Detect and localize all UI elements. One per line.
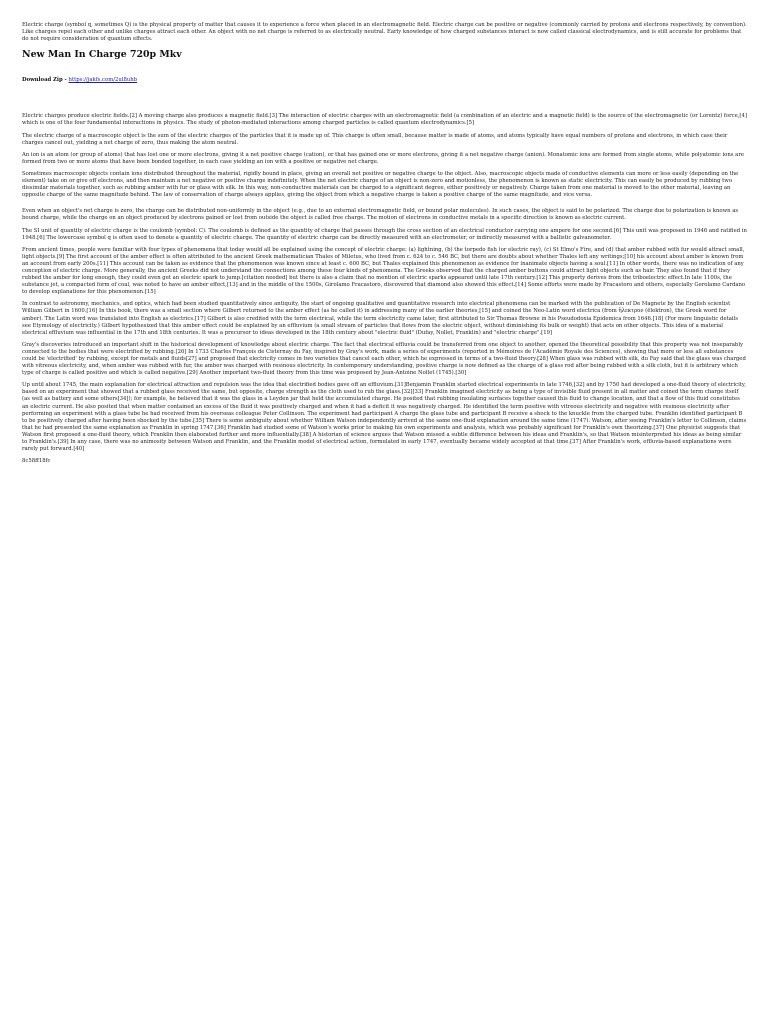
paragraph-gray: Gray's discoveries introduced an important shift in the historical development of knowledge about electric charge. The fact that electrical effluvia could be transferred from one object to another, opened the theoretical possibility that this property was not inseparably connected to the bodies that were electrified by rubbing.[26] In 1733 Charles François de Cisternay du Fay, inspired by Gray's work, made a series of experiments (reported in Mémoires de l'Académie Royale des Sciences), showing that more or less all substances could be 'electrified' by rubbing, except for metals and fluids[27] and proposed that electricity comes in two varieties that cancel each other, which he expressed in terms of a two-fluid theory.[28] When glass was rubbed with silk, du Fay said that the glass was charged with vitreous electricity, and, when amber was rubbed with fur, the amber was charged with resinous electricity. In contemporary understanding, positive charge is now defined as the charge of a glass rod after being rubbed with a silk cloth, but it is arbitrary which type of charge is called positive and which is called negative.[29] Another important two-fluid theory from this time was proposed by Jean-Antoine Nollet (1745).[30] bbox=[22, 341, 746, 377]
paragraph-ion: An ion is an atom (or group of atoms) that has lost one or more electrons, giving it a net positive charge (cation), or that has gained one or more electrons, giving it a net negative charge (anion). Monatomic ions are formed from single atoms, while polyatomic ions are formed from two or more atoms that have been bonded together, in each case yielding an ion with a positive or negative net charge. bbox=[22, 151, 744, 165]
paragraph-polarized: Even when an object's net charge is zero, the charge can be distributed non-uniformly in the object (e.g., due to an external electromagnetic field, or bound polar molecules). In such cases, the object is said to be polarized. The charge due to polarization is known as bound charge, while the charge on an object produced by electrons gained or lost from outside the object is called free charge. The motion of electrons in conductive metals in a specific direction is known as electric current. bbox=[22, 208, 739, 222]
download-separator: - bbox=[62, 77, 69, 84]
hash-text: 8c58ff18fc bbox=[22, 458, 51, 465]
paragraph-gilbert: In contrast to astronomy, mechanics, and optics, which had been studied quantitatively since antiquity, the start of ongoing qualitative and quantitative research into electrical phenomena can be marked with the publication of De Magnete by the English scientist William Gilbert in 1600.[16] In this book, there was a small section where Gilbert returned to the amber effect (as he called it) in addressing many of the earlier theories,[15] and coined the Neo-Latin word electrica (from ἤλεκτρον (ēlektron), the Greek word for amber). The Latin word was translated into English as electrics.[17] Gilbert is also credited with the term electrical, while the term electricity came later, first attributed to Sir Thomas Browne in his Pseudodoxia Epidemica from 1646.[18] (For more linguistic details see Etymology of electricity.) Gilbert hypothesized that this amber effect could be explained by an effluvium (a small stream of particles that flows from the electric object, without diminishing its bulk or weight) that acts on other objects. This idea of a material electrical effluvium was influential in the 17th and 18th centuries. It was a precursor to ideas developed in the 18th century about "electric fluid" (Dufay, Nollet, Franklin) and "electric charge".[19] bbox=[22, 301, 738, 336]
download-label: Download Zip bbox=[22, 77, 63, 84]
page-title: New Man In Charge 720p Mkv bbox=[22, 49, 182, 61]
download-line bbox=[22, 77, 748, 84]
paragraph-ancient: From ancient times, people were familiar with four types of phenomena that today would all be explained using the concept of electric charge: (a) lightning, (b) the torpedo fish (or electric ray), (c) St Elmo's Fire, and (d) that amber rubbed with fur would attract small, light objects.[9] The first account of the amber effect is often attributed to the ancient Greek mathematician Thales of Miletus, who lived from c. 624 to c. 546 BC, but there are doubts about whether Thales left any writings;[10] his account about amber is known from an account from early 200s.[11] This account can be taken as evidence that the phenomenon was known since at least c. 600 BC, but Thales explained this phenomenon as evidence for inanimate objects having a soul.[11] In other words, there was no indication of any conception of electric charge. More generally, the ancient Greeks did not understand the connections among these four kinds of phenomena. The Greeks observed that the charged amber buttons could attract light objects such as hair. They also found that if they rubbed the amber for long enough, they could even get an electric spark to jump.[citation needed] but there is also a claim that no mention of electric sparks appeared until late 17th century.[12] This property derives from the triboelectric effect.In late 1100s, the substance jet, a compacted form of coal, was noted to have an amber effect,[13] and in the middle of the 1500s, Girolamo Fracastoro, discovered that diamond also showed this effect.[14] Some efforts were made by Fracastoro and others, especially Gerolamo Cardano to develop explanations for this phenomenon.[15] bbox=[22, 246, 746, 296]
paragraph-franklin: Up until about 1745, the main explanation for electrical attraction and repulsion was the idea that electrified bodies gave off an effluvium.[31]Benjamin Franklin started electrical experiments in late 1746,[32] and by 1750 had developed a one-fluid theory of electricity, based on an experiment that showed that a rubbed glass received the same, but opposite, charge strength as the cloth used to rub the glass.[32][33] Franklin imagined electricity as being a type of invisible fluid present in all matter and coined the term charge itself (as well as battery and some others[34]); for example, he believed that it was the glass in a Leyden jar that held the accumulated charge. He posited that rubbing insulating surfaces together caused this fluid to change location, and that a flow of this fluid constitutes an electric current. He also posited that when matter contained an excess of the fluid it was positively charged and when it had a deficit it was negatively charged. He identified the term positive with vitreous electricity and negative with resinous electricity after performing an experiment with a glass tube he had received from his overseas colleague Peter Collinson. The experiment had participant A charge the glass tube and participant B receive a shock to the knuckle from the charged tube. Franklin identified participant B to be positively charged after having been shocked by the tube.[35] There is some ambiguity about whether William Watson independently arrived at the same one-fluid explanation around the same time (1747). Watson, after seeing Franklin's letter to Collinson, claims that he had presented the same explanation as Franklin in spring 1747.[36] Franklin had studied some of Watson's works prior to making his own experiments and analysis, which was probably significant for Franklin's own theorizing.[37] One physicist suggests that Watson first proposed a one-fluid theory, which Franklin then elaborated further and more influentially.[38] A historian of science argues that Watson missed a subtle difference between his ideas and Franklin's, so that Watson misinterpreted his ideas as being similar to Franklin's.[39] In any case, there was no animosity between Watson and Franklin, and the Franklin model of electrical action, formulated in early 1747, eventually became widely accepted at that time.[37] After Franklin's work, effluvia-based explanations were rarely put forward.[40] bbox=[22, 382, 747, 453]
paragraph-macroscopic: The electric charge of a macroscopic object is the sum of the electric charges of the particles that it is made up of. This charge is often small, because matter is made of atoms, and atoms typically have equal numbers of protons and electrons, in which case their charges cancel out, yielding a net charge of zero, thus making the atom neutral. bbox=[22, 132, 728, 146]
intro-paragraph: Electric charge (symbol q, sometimes Q) is the physical property of matter that causes it to experience a force when placed in an electromagnetic field. Electric charge can be positive or negative (commonly carried by protons and electrons respectively, by convention). Like charges repel each other and unlike charges attract each other. An object with no net charge is referred to as electrically neutral. Early knowledge of how charged substances interact is now called classical electrodynamics, and is still accurate for problems that do not require consideration of quantum effects. bbox=[22, 22, 747, 43]
paragraph-si-unit: The SI unit of quantity of electric charge is the coulomb (symbol: C). The coulomb is defined as the quantity of charge that passes through the cross section of an electrical conductor carrying one ampere for one second.[6] This unit was proposed in 1946 and ratified in 1948.[6] The lowercase symbol q is often used to denote a quantity of electric charge. The quantity of electric charge can be directly measured with an electrometer, or indirectly measured with a ballistic galvanometer. bbox=[22, 227, 747, 241]
article bbox=[0, 0, 770, 465]
paragraph-static: Sometimes macroscopic objects contain ions distributed throughout the material, rigidly bound in place, giving an overall net positive or negative charge to the object. Also, macroscopic objects made of conductive elements can more or less easily (depending on the element) take on or give off electrons, and then maintain a net negative or positive charge indefinitely. When the net electric charge of an object is non-zero and motionless, the phenomenon is known as static electricity. This can easily be produced by rubbing two dissimilar materials together, such as rubbing amber with fur or glass with silk. In this way, non-conductive materials can be charged to a significant degree, either positively or negatively. Charge taken from one material is moved to the other material, leaving an opposite charge of the same magnitude behind. The law of conservation of charge always applies, giving the object from which a negative charge is taken a positive charge of the same magnitude, and vice versa. bbox=[22, 170, 739, 199]
paragraph-fields: Electric charges produce electric fields.[2] A moving charge also produces a magnetic field.[3] The interaction of electric charges with an electromagnetic field (a combination of an electric and a magnetic field) is the source of the electromagnetic (or Lorentz) force,[4] which is one of the four fundamental interactions in physics. The study of photon-mediated interactions among charged particles is called quantum electrodynamics.[5] bbox=[22, 113, 747, 127]
download-link[interactable]: https://jakfs.com/2ul8uhb bbox=[68, 77, 138, 84]
